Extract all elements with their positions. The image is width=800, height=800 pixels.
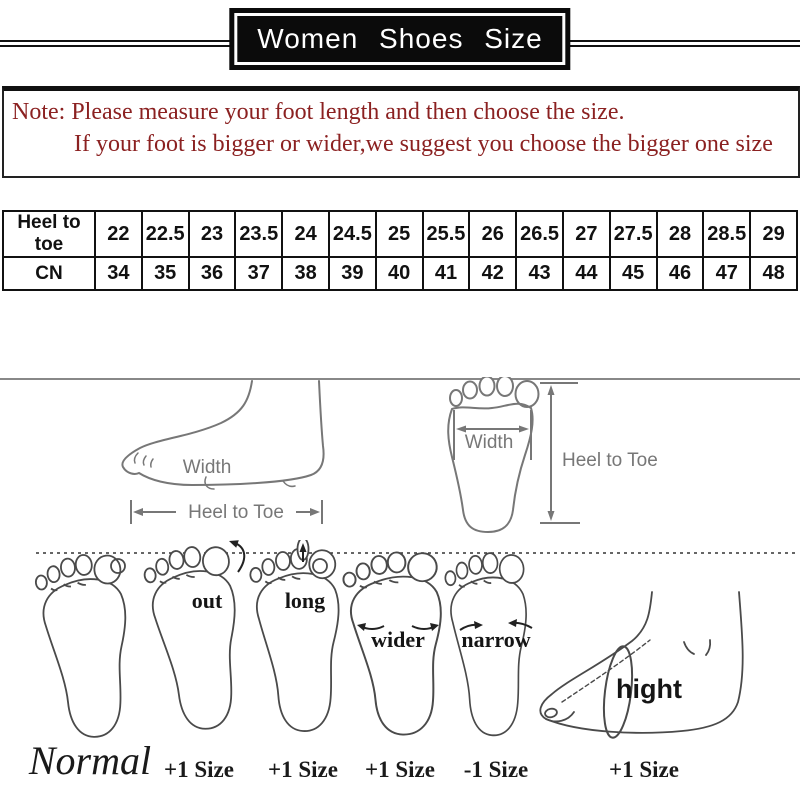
size-cell: 26.5 <box>516 211 563 257</box>
size-cell: 23.5 <box>235 211 282 257</box>
advice-label-normal: Normal <box>28 738 152 783</box>
size-cell: 41 <box>423 257 470 290</box>
row-label: CN <box>3 257 95 290</box>
size-cell: 35 <box>142 257 189 290</box>
note-line-2: If your foot is bigger or wider,we suggest you choose the bigger one size <box>74 131 773 157</box>
size-cell: 34 <box>95 257 142 290</box>
size-cell: 36 <box>189 257 236 290</box>
size-cell: 48 <box>750 257 797 290</box>
size-cell: 23 <box>189 211 236 257</box>
size-cell: 27 <box>563 211 610 257</box>
size-cell: 40 <box>376 257 423 290</box>
size-cell: 43 <box>516 257 563 290</box>
size-cell: 29 <box>750 211 797 257</box>
table-row-cn <box>3 257 797 290</box>
size-cell: 24.5 <box>329 211 376 257</box>
size-cell: 25 <box>376 211 423 257</box>
footprint-out <box>142 540 249 734</box>
top-length-label: Heel to Toe <box>562 450 658 471</box>
size-cell: 45 <box>610 257 657 290</box>
feature-label-out: out <box>191 588 223 613</box>
foot-top-view-drawing <box>448 377 538 532</box>
table-row-heel-to-toe <box>3 211 797 257</box>
row-label: Heel to toe <box>3 211 95 257</box>
foot-instep-side-view <box>540 592 742 739</box>
size-cell: 24 <box>282 211 329 257</box>
size-table <box>2 210 798 291</box>
page-title: Women Shoes Size <box>234 13 565 65</box>
top-width-label: Width <box>464 432 514 453</box>
advice-label-long: +1 Size <box>268 757 338 782</box>
advice-label-out: +1 Size <box>164 757 234 782</box>
feature-label-wider: wider <box>371 627 425 652</box>
size-cell: 25.5 <box>423 211 470 257</box>
size-cell: 39 <box>329 257 376 290</box>
size-cell: 27.5 <box>610 211 657 257</box>
size-cell: 47 <box>703 257 750 290</box>
footprint-normal <box>33 551 137 741</box>
size-cell: 42 <box>469 257 516 290</box>
advice-label-wider: +1 Size <box>365 757 435 782</box>
size-cell: 44 <box>563 257 610 290</box>
feature-label-hight: hight <box>616 674 682 704</box>
advice-label-hight: +1 Size <box>609 757 679 782</box>
size-cell: 22.5 <box>142 211 189 257</box>
note-line-1: Note: Please measure your foot length and then choose the size. <box>12 99 625 125</box>
size-cell: 28 <box>657 211 704 257</box>
advice-label-narrow: -1 Size <box>463 757 529 782</box>
size-cell: 38 <box>282 257 329 290</box>
feature-label-long: long <box>284 588 326 613</box>
note-box <box>2 86 800 178</box>
footprint-long <box>249 540 347 734</box>
foot-measure-diagram <box>0 377 800 540</box>
size-cell: 28.5 <box>703 211 750 257</box>
side-width-label: Width <box>182 457 232 478</box>
size-cell: 37 <box>235 257 282 290</box>
size-cell: 26 <box>469 211 516 257</box>
size-cell: 22 <box>95 211 142 257</box>
size-cell: 46 <box>657 257 704 290</box>
side-length-label: Heel to Toe <box>188 502 284 523</box>
fit-guide-diagram <box>0 540 800 790</box>
feature-label-narrow: narrow <box>461 627 531 652</box>
